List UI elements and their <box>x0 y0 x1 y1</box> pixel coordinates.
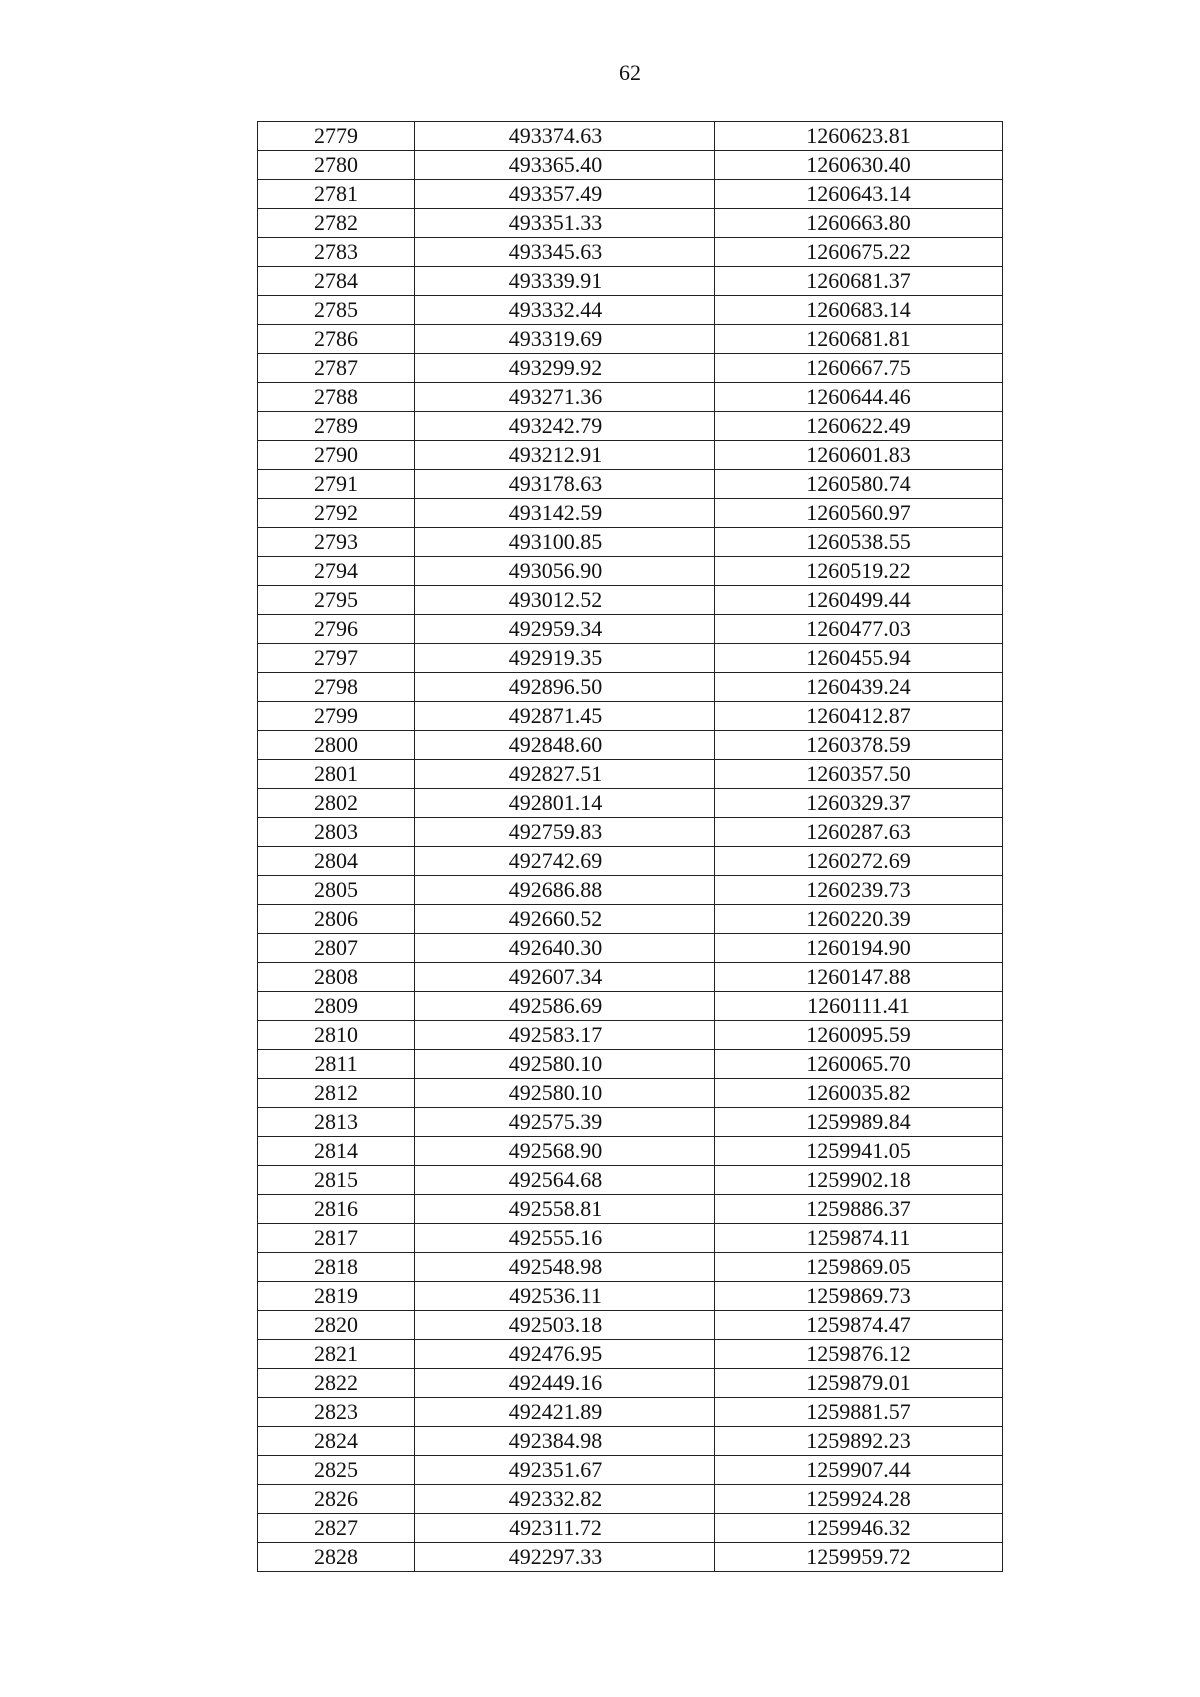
y-coordinate-cell: 1259886.37 <box>715 1195 1003 1224</box>
y-coordinate-cell: 1260560.97 <box>715 499 1003 528</box>
x-coordinate-cell: 492583.17 <box>415 1021 715 1050</box>
page-number: 62 <box>619 60 641 85</box>
x-coordinate-cell: 493365.40 <box>415 151 715 180</box>
point-number-cell: 2812 <box>258 1079 415 1108</box>
table-row <box>258 1485 1003 1514</box>
x-coordinate-cell: 492959.34 <box>415 615 715 644</box>
table-row <box>258 1079 1003 1108</box>
y-coordinate-cell: 1259874.11 <box>715 1224 1003 1253</box>
y-coordinate-cell: 1260272.69 <box>715 847 1003 876</box>
point-number-cell: 2800 <box>258 731 415 760</box>
table-row <box>258 1282 1003 1311</box>
x-coordinate-cell: 492919.35 <box>415 644 715 673</box>
table-row <box>258 1108 1003 1137</box>
x-coordinate-cell: 493142.59 <box>415 499 715 528</box>
point-number-cell: 2788 <box>258 383 415 412</box>
point-number-cell: 2816 <box>258 1195 415 1224</box>
y-coordinate-cell: 1260035.82 <box>715 1079 1003 1108</box>
x-coordinate-cell: 492297.33 <box>415 1543 715 1572</box>
table-row <box>258 1514 1003 1543</box>
table-row <box>258 1340 1003 1369</box>
x-coordinate-cell: 492384.98 <box>415 1427 715 1456</box>
x-coordinate-cell: 492558.81 <box>415 1195 715 1224</box>
x-coordinate-cell: 492742.69 <box>415 847 715 876</box>
y-coordinate-cell: 1259876.12 <box>715 1340 1003 1369</box>
y-coordinate-cell: 1259989.84 <box>715 1108 1003 1137</box>
point-number-cell: 2779 <box>258 122 415 151</box>
x-coordinate-cell: 493178.63 <box>415 470 715 499</box>
y-coordinate-cell: 1260477.03 <box>715 615 1003 644</box>
point-number-cell: 2810 <box>258 1021 415 1050</box>
point-number-cell: 2821 <box>258 1340 415 1369</box>
point-number-cell: 2814 <box>258 1137 415 1166</box>
x-coordinate-cell: 492503.18 <box>415 1311 715 1340</box>
table-row <box>258 267 1003 296</box>
table-row <box>258 615 1003 644</box>
point-number-cell: 2827 <box>258 1514 415 1543</box>
x-coordinate-cell: 493357.49 <box>415 180 715 209</box>
point-number-cell: 2818 <box>258 1253 415 1282</box>
y-coordinate-cell: 1260667.75 <box>715 354 1003 383</box>
y-coordinate-cell: 1260681.81 <box>715 325 1003 354</box>
point-number-cell: 2801 <box>258 760 415 789</box>
y-coordinate-cell: 1260239.73 <box>715 876 1003 905</box>
x-coordinate-cell: 492759.83 <box>415 818 715 847</box>
table-row <box>258 1224 1003 1253</box>
y-coordinate-cell: 1260644.46 <box>715 383 1003 412</box>
point-number-cell: 2806 <box>258 905 415 934</box>
point-number-cell: 2822 <box>258 1369 415 1398</box>
table-row <box>258 499 1003 528</box>
point-number-cell: 2811 <box>258 1050 415 1079</box>
y-coordinate-cell: 1260681.37 <box>715 267 1003 296</box>
point-number-cell: 2815 <box>258 1166 415 1195</box>
point-number-cell: 2796 <box>258 615 415 644</box>
y-coordinate-cell: 1260194.90 <box>715 934 1003 963</box>
y-coordinate-cell: 1259959.72 <box>715 1543 1003 1572</box>
point-number-cell: 2792 <box>258 499 415 528</box>
y-coordinate-cell: 1259924.28 <box>715 1485 1003 1514</box>
table-row <box>258 1166 1003 1195</box>
y-coordinate-cell: 1260622.49 <box>715 412 1003 441</box>
x-coordinate-cell: 493351.33 <box>415 209 715 238</box>
table-row <box>258 789 1003 818</box>
y-coordinate-cell: 1260683.14 <box>715 296 1003 325</box>
point-number-cell: 2791 <box>258 470 415 499</box>
y-coordinate-cell: 1259946.32 <box>715 1514 1003 1543</box>
x-coordinate-cell: 492575.39 <box>415 1108 715 1137</box>
x-coordinate-cell: 493100.85 <box>415 528 715 557</box>
coordinate-table <box>257 121 1003 1572</box>
x-coordinate-cell: 493012.52 <box>415 586 715 615</box>
point-number-cell: 2804 <box>258 847 415 876</box>
x-coordinate-cell: 492421.89 <box>415 1398 715 1427</box>
table-row <box>258 151 1003 180</box>
table-row <box>258 1369 1003 1398</box>
table-row <box>258 296 1003 325</box>
point-number-cell: 2790 <box>258 441 415 470</box>
y-coordinate-cell: 1260580.74 <box>715 470 1003 499</box>
y-coordinate-cell: 1260623.81 <box>715 122 1003 151</box>
table-row <box>258 760 1003 789</box>
y-coordinate-cell: 1260519.22 <box>715 557 1003 586</box>
table-row <box>258 876 1003 905</box>
x-coordinate-cell: 492801.14 <box>415 789 715 818</box>
y-coordinate-cell: 1260220.39 <box>715 905 1003 934</box>
x-coordinate-cell: 492686.88 <box>415 876 715 905</box>
table-row <box>258 905 1003 934</box>
y-coordinate-cell: 1260065.70 <box>715 1050 1003 1079</box>
x-coordinate-cell: 492640.30 <box>415 934 715 963</box>
coordinate-table-body <box>258 122 1003 1572</box>
x-coordinate-cell: 492848.60 <box>415 731 715 760</box>
x-coordinate-cell: 493242.79 <box>415 412 715 441</box>
table-row <box>258 412 1003 441</box>
x-coordinate-cell: 492607.34 <box>415 963 715 992</box>
table-row <box>258 354 1003 383</box>
y-coordinate-cell: 1259874.47 <box>715 1311 1003 1340</box>
point-number-cell: 2828 <box>258 1543 415 1572</box>
table-row <box>258 847 1003 876</box>
y-coordinate-cell: 1260630.40 <box>715 151 1003 180</box>
x-coordinate-cell: 492871.45 <box>415 702 715 731</box>
x-coordinate-cell: 492580.10 <box>415 1050 715 1079</box>
point-number-cell: 2819 <box>258 1282 415 1311</box>
point-number-cell: 2826 <box>258 1485 415 1514</box>
y-coordinate-cell: 1259869.05 <box>715 1253 1003 1282</box>
table-row <box>258 1195 1003 1224</box>
table-row <box>258 963 1003 992</box>
table-row <box>258 673 1003 702</box>
y-coordinate-cell: 1259907.44 <box>715 1456 1003 1485</box>
table-row <box>258 1021 1003 1050</box>
y-coordinate-cell: 1259869.73 <box>715 1282 1003 1311</box>
x-coordinate-cell: 493319.69 <box>415 325 715 354</box>
x-coordinate-cell: 492476.95 <box>415 1340 715 1369</box>
point-number-cell: 2794 <box>258 557 415 586</box>
point-number-cell: 2784 <box>258 267 415 296</box>
x-coordinate-cell: 492568.90 <box>415 1137 715 1166</box>
y-coordinate-cell: 1260287.63 <box>715 818 1003 847</box>
table-row <box>258 238 1003 267</box>
x-coordinate-cell: 492896.50 <box>415 673 715 702</box>
y-coordinate-cell: 1259941.05 <box>715 1137 1003 1166</box>
table-row <box>258 1398 1003 1427</box>
y-coordinate-cell: 1260439.24 <box>715 673 1003 702</box>
y-coordinate-cell: 1260357.50 <box>715 760 1003 789</box>
y-coordinate-cell: 1260095.59 <box>715 1021 1003 1050</box>
point-number-cell: 2782 <box>258 209 415 238</box>
y-coordinate-cell: 1260111.41 <box>715 992 1003 1021</box>
y-coordinate-cell: 1260663.80 <box>715 209 1003 238</box>
x-coordinate-cell: 492449.16 <box>415 1369 715 1398</box>
x-coordinate-cell: 492536.11 <box>415 1282 715 1311</box>
x-coordinate-cell: 492548.98 <box>415 1253 715 1282</box>
y-coordinate-cell: 1259881.57 <box>715 1398 1003 1427</box>
table-row <box>258 818 1003 847</box>
y-coordinate-cell: 1260412.87 <box>715 702 1003 731</box>
y-coordinate-cell: 1260499.44 <box>715 586 1003 615</box>
x-coordinate-cell: 492827.51 <box>415 760 715 789</box>
table-row <box>258 470 1003 499</box>
point-number-cell: 2807 <box>258 934 415 963</box>
x-coordinate-cell: 492351.67 <box>415 1456 715 1485</box>
point-number-cell: 2785 <box>258 296 415 325</box>
x-coordinate-cell: 493299.92 <box>415 354 715 383</box>
table-row <box>258 702 1003 731</box>
x-coordinate-cell: 493056.90 <box>415 557 715 586</box>
point-number-cell: 2789 <box>258 412 415 441</box>
table-row <box>258 383 1003 412</box>
table-row <box>258 209 1003 238</box>
x-coordinate-cell: 492555.16 <box>415 1224 715 1253</box>
point-number-cell: 2813 <box>258 1108 415 1137</box>
x-coordinate-cell: 493332.44 <box>415 296 715 325</box>
point-number-cell: 2781 <box>258 180 415 209</box>
y-coordinate-cell: 1259902.18 <box>715 1166 1003 1195</box>
point-number-cell: 2799 <box>258 702 415 731</box>
point-number-cell: 2795 <box>258 586 415 615</box>
y-coordinate-cell: 1260675.22 <box>715 238 1003 267</box>
x-coordinate-cell: 492660.52 <box>415 905 715 934</box>
y-coordinate-cell: 1260643.14 <box>715 180 1003 209</box>
table-row <box>258 1311 1003 1340</box>
x-coordinate-cell: 493212.91 <box>415 441 715 470</box>
point-number-cell: 2809 <box>258 992 415 1021</box>
x-coordinate-cell: 493345.63 <box>415 238 715 267</box>
point-number-cell: 2808 <box>258 963 415 992</box>
y-coordinate-cell: 1260455.94 <box>715 644 1003 673</box>
table-row <box>258 557 1003 586</box>
table-row <box>258 1456 1003 1485</box>
table-row <box>258 1253 1003 1282</box>
table-row <box>258 441 1003 470</box>
point-number-cell: 2825 <box>258 1456 415 1485</box>
point-number-cell: 2824 <box>258 1427 415 1456</box>
table-row <box>258 180 1003 209</box>
point-number-cell: 2793 <box>258 528 415 557</box>
x-coordinate-cell: 493374.63 <box>415 122 715 151</box>
point-number-cell: 2817 <box>258 1224 415 1253</box>
table-row <box>258 644 1003 673</box>
x-coordinate-cell: 492586.69 <box>415 992 715 1021</box>
point-number-cell: 2780 <box>258 151 415 180</box>
y-coordinate-cell: 1260329.37 <box>715 789 1003 818</box>
point-number-cell: 2820 <box>258 1311 415 1340</box>
table-row <box>258 325 1003 354</box>
y-coordinate-cell: 1260147.88 <box>715 963 1003 992</box>
y-coordinate-cell: 1259892.23 <box>715 1427 1003 1456</box>
table-row <box>258 1137 1003 1166</box>
y-coordinate-cell: 1260538.55 <box>715 528 1003 557</box>
point-number-cell: 2797 <box>258 644 415 673</box>
table-row <box>258 1050 1003 1079</box>
x-coordinate-cell: 493271.36 <box>415 383 715 412</box>
point-number-cell: 2783 <box>258 238 415 267</box>
table-row <box>258 122 1003 151</box>
point-number-cell: 2786 <box>258 325 415 354</box>
x-coordinate-cell: 492564.68 <box>415 1166 715 1195</box>
y-coordinate-cell: 1260378.59 <box>715 731 1003 760</box>
table-row <box>258 731 1003 760</box>
y-coordinate-cell: 1259879.01 <box>715 1369 1003 1398</box>
point-number-cell: 2803 <box>258 818 415 847</box>
x-coordinate-cell: 492580.10 <box>415 1079 715 1108</box>
point-number-cell: 2798 <box>258 673 415 702</box>
point-number-cell: 2787 <box>258 354 415 383</box>
table-row <box>258 934 1003 963</box>
x-coordinate-cell: 492311.72 <box>415 1514 715 1543</box>
table-row <box>258 1427 1003 1456</box>
point-number-cell: 2802 <box>258 789 415 818</box>
table-row <box>258 528 1003 557</box>
table-row <box>258 1543 1003 1572</box>
x-coordinate-cell: 492332.82 <box>415 1485 715 1514</box>
point-number-cell: 2823 <box>258 1398 415 1427</box>
table-row <box>258 586 1003 615</box>
x-coordinate-cell: 493339.91 <box>415 267 715 296</box>
y-coordinate-cell: 1260601.83 <box>715 441 1003 470</box>
table-row <box>258 992 1003 1021</box>
point-number-cell: 2805 <box>258 876 415 905</box>
